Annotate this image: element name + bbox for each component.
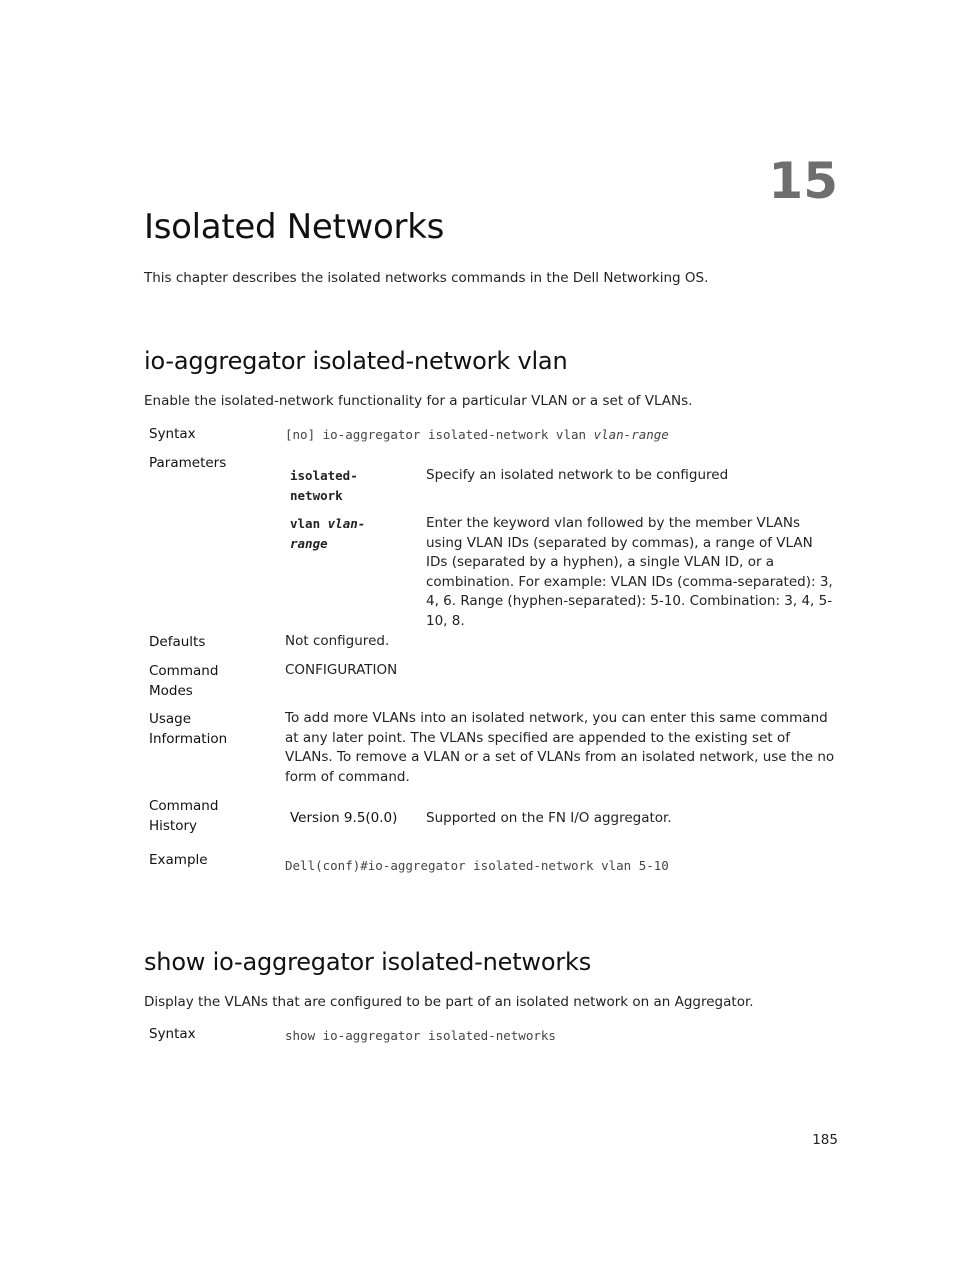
command-modes-value: CONFIGURATION — [285, 662, 398, 678]
command-history-label — [149, 797, 218, 836]
history-description: Supported on the FN I/O aggregator. — [426, 810, 672, 826]
usage-information-value: To add more VLANs into an isolated network, you can enter this same command at any later point. The VLANs specified are appended to the existing set of VLANs. To remove a VLAN or a set of VLANs from an isolated network, use the no form of command. — [285, 710, 835, 785]
defaults-label: Defaults — [149, 634, 206, 650]
history-version: Version 9.5(0.0) — [290, 810, 398, 826]
label-line: Command — [149, 798, 219, 814]
label-line: Information — [149, 730, 228, 747]
label-line: Command — [149, 663, 219, 679]
syntax-argument: vlan-range — [593, 427, 669, 442]
syntax-label: Syntax — [149, 1026, 196, 1042]
param-desc-vlan-range: Enter the keyword vlan followed by the member VLANs using VLAN IDs (separated by commas), a range of VLAN IDs (separated by a hyphen), a single VLAN ID, or a combination. For example: VLAN IDs (comma-separated): 3, 4, 6. Range (hyphen-separated): 5-10. Combination: 3, 4, 5-10, 8. — [426, 515, 833, 629]
usage-information-label — [149, 710, 227, 749]
chapter-number: 15 — [768, 152, 838, 210]
param-term-line: isolated- — [290, 468, 358, 483]
syntax-label: Syntax — [149, 426, 196, 442]
param-term-isolated-network — [290, 466, 358, 505]
param-term-line: network — [290, 487, 343, 503]
command-modes-label — [149, 662, 218, 701]
param-term-vlan-range — [290, 514, 365, 553]
example-code: Dell(conf)#io-aggregator isolated-network vlan 5-10 — [285, 858, 669, 873]
command2-title: show io-aggregator isolated-networks — [144, 948, 591, 976]
param-argument: range — [290, 535, 328, 551]
example-label: Example — [149, 852, 208, 868]
chapter-title: Isolated Networks — [144, 207, 445, 247]
label-line: History — [149, 817, 198, 834]
command1-syntax — [285, 427, 669, 442]
command1-description: Enable the isolated-network functionality for a particular VLAN or a set of VLANs. — [144, 393, 693, 409]
command1-title: io-aggregator isolated-network vlan — [144, 347, 568, 375]
syntax-keywords: [no] io-aggregator isolated-network vlan — [285, 427, 594, 442]
param-term-line — [290, 514, 365, 534]
label-line: Modes — [149, 682, 193, 699]
param-desc-isolated-network: Specify an isolated network to be configured — [426, 467, 729, 483]
parameters-label: Parameters — [149, 455, 227, 471]
label-line: Usage — [149, 711, 192, 727]
param-keyword: vlan — [290, 516, 328, 531]
command2-description: Display the VLANs that are configured to be part of an isolated network on an Aggregator. — [144, 994, 754, 1010]
page-number: 185 — [812, 1132, 838, 1148]
defaults-value: Not configured. — [285, 633, 390, 649]
chapter-intro: This chapter describes the isolated networks commands in the Dell Networking OS. — [144, 270, 709, 286]
command2-syntax: show io-aggregator isolated-networks — [285, 1028, 556, 1043]
param-argument: vlan- — [327, 516, 366, 531]
